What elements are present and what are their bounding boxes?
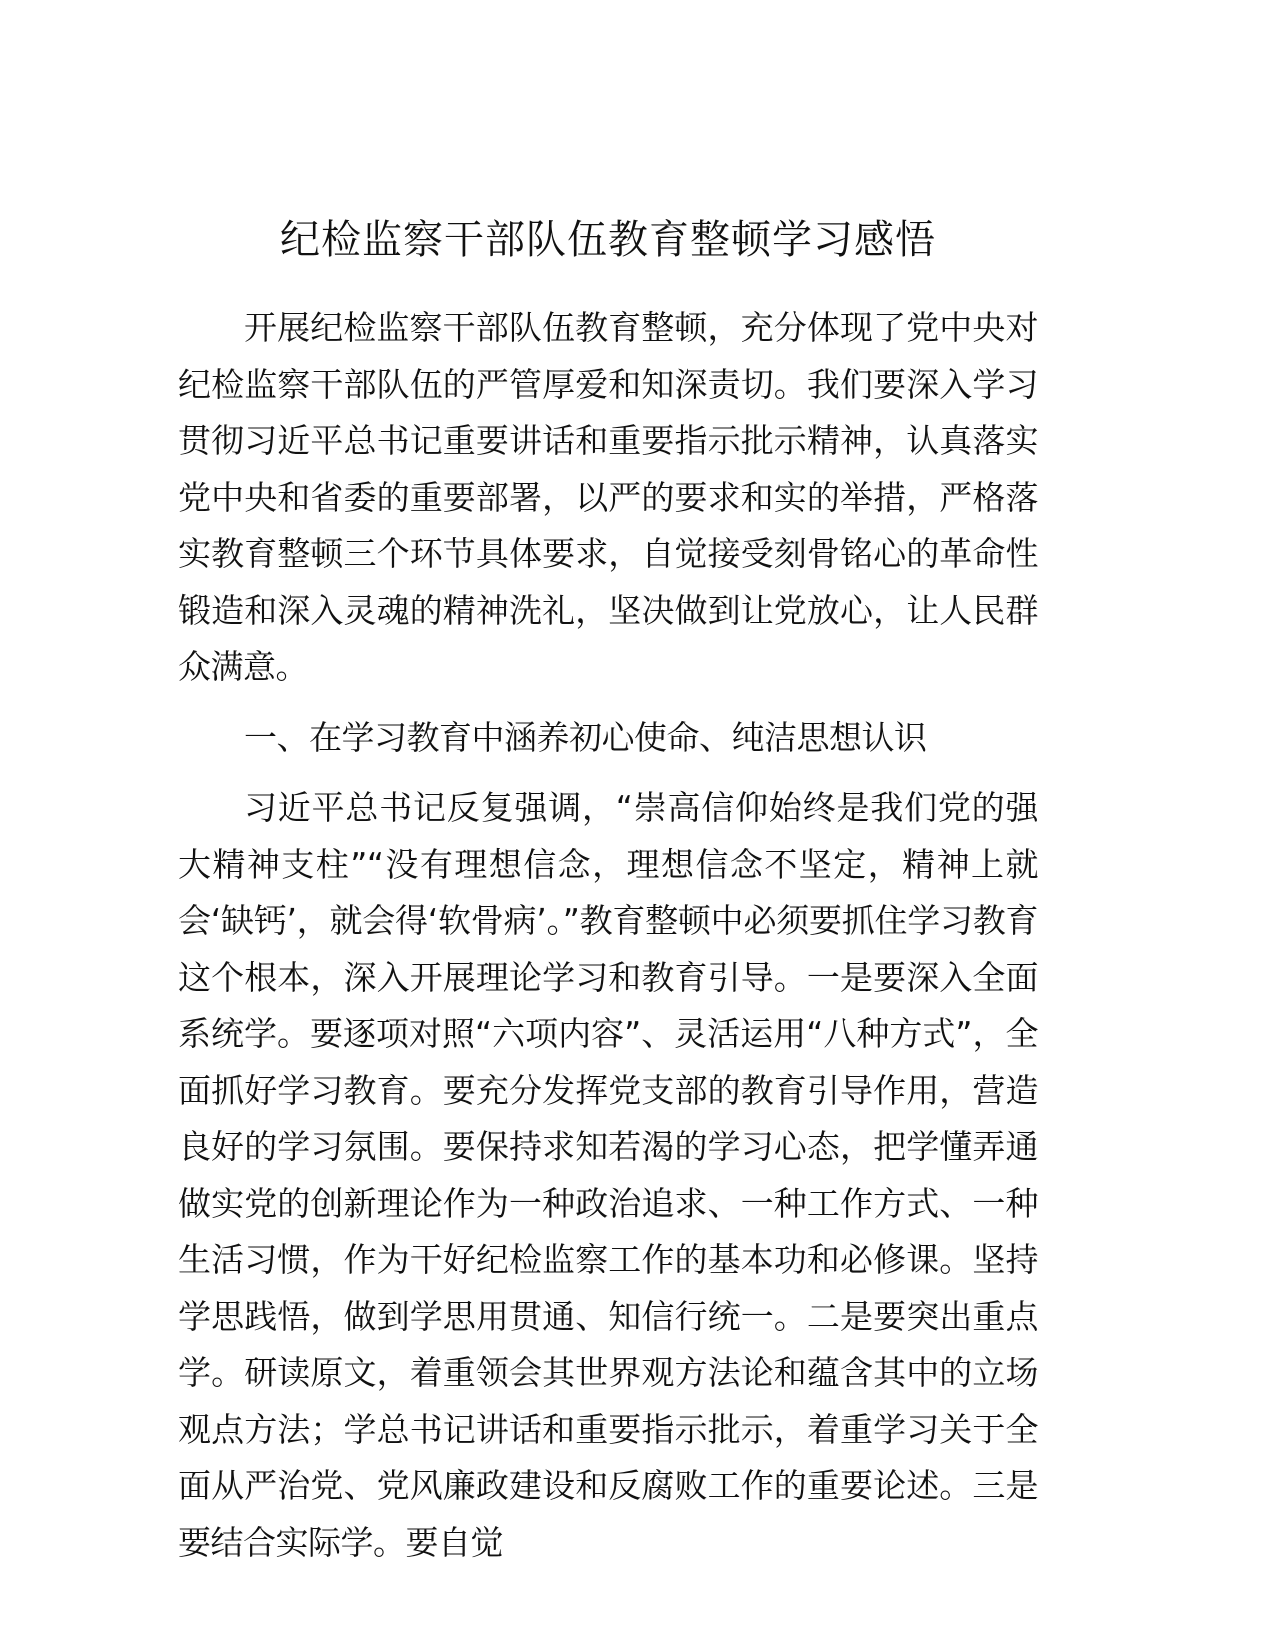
section-1-paragraph: 习近平总书记反复强调，“崇高信仰始终是我们党的强大精神支柱”“没有理想信念，理想信念不坚定，精神上就会‘缺钙’，就会得‘软骨病’。”教育整顿中必须要抓住学习教育这个根本，深入开展理论学习和教育引导。一是要深入全面系统学。要逐项对照“六项内容”、灵活运用“八种方式”，全面抓好学习教育。要充分发挥党支部的教育引导作用，营造良好的学习氛围。要保持求知若渴的学习心态，把学懂弄通做实党的创新理论作为一种政治追求、一种工作方式、一种生活习惯，作为干好纪检监察工作的基本功和必修课。坚持学思践悟，做到学思用贯通、知信行统一。二是要突出重点学。研读原文，着重领会其世界观方法论和蕴含其中的立场观点方法；学总书记讲话和重要指示批示，着重学习关于全面从严治党、党风廉政建设和反腐败工作的重要论述。三是要结合实际学。要自觉 [178, 788, 1038, 1562]
intro-paragraph: 开展纪检监察干部队伍教育整顿，充分体现了党中央对纪检监察干部队伍的严管厚爱和知深责切。我们要深入学习贯彻习近平总书记重要讲话和重要指示批示精神，认真落实党中央和省委的重要部署，以严的要求和实的举措，严格落实教育整顿三个环节具体要求，自觉接受刻骨铭心的革命性锻造和深入灵魂的精神洗礼，坚决做到让党放心，让人民群众满意。 [178, 308, 1038, 686]
section-heading-1: 一、在学习教育中涵养初心使命、纯洁思想认识 [244, 717, 927, 757]
document-title: 纪检监察干部队伍教育整顿学习感悟 [280, 217, 936, 263]
document-page [178, 210, 1038, 1571]
